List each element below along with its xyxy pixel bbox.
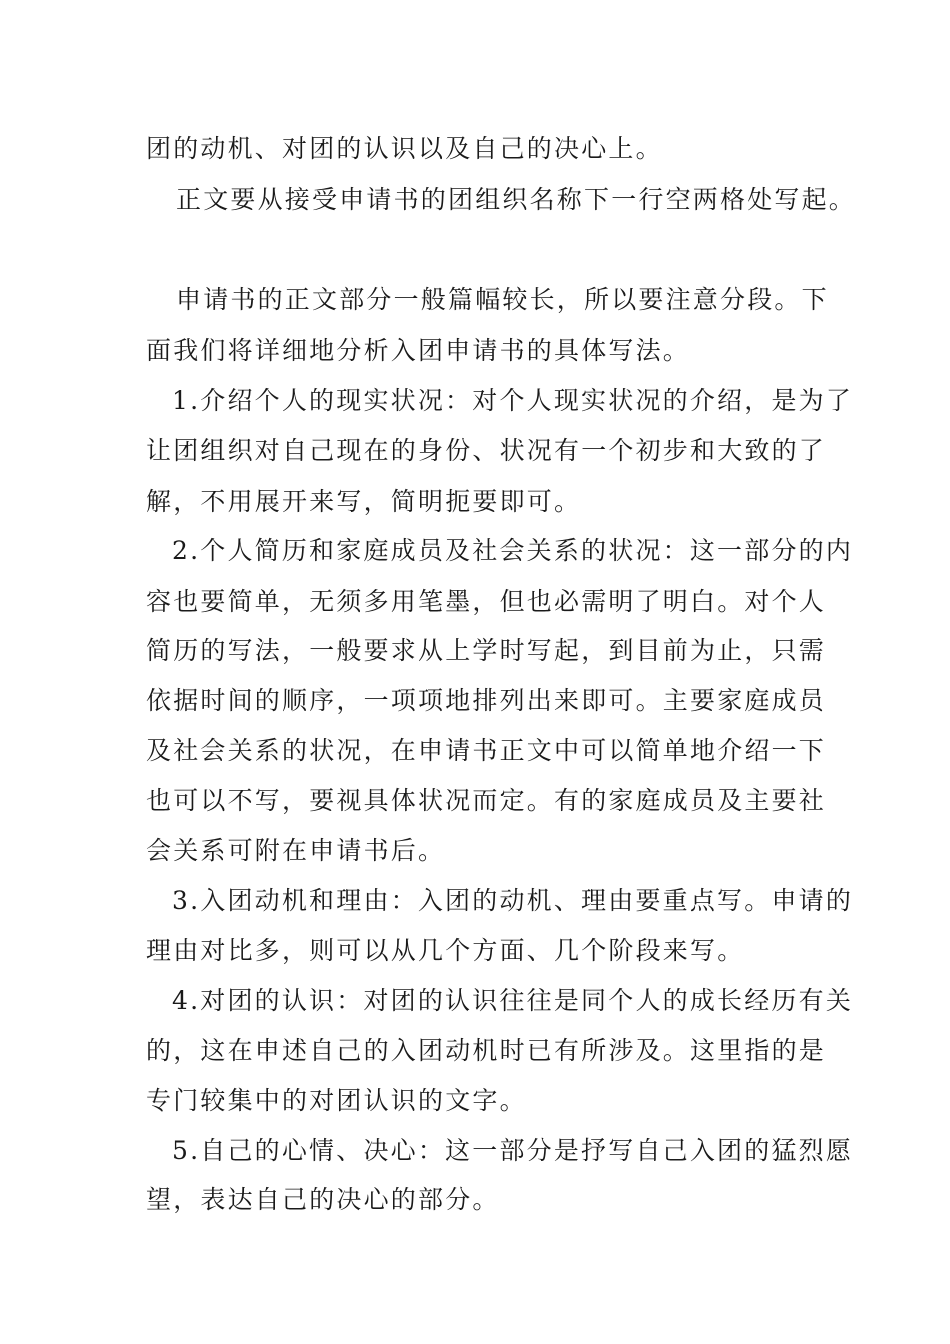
text-line: 也可以不写，要视具体状况而定。有的家庭成员及主要社 [146, 786, 827, 815]
text-line: 团的动机、对团的认识以及自己的决心上。 [146, 134, 663, 163]
text-line: 容也要简单，无须多用笔墨，但也必需明了明白。对个人 [146, 587, 827, 616]
text-line: 1.介绍个人的现实状况：对个人现实状况的介绍，是为了 [172, 386, 854, 415]
text-line: 依据时间的顺序，一项项地排列出来即可。主要家庭成员 [146, 686, 827, 715]
text-line: 3.入团动机和理由：入团的动机、理由要重点写。申请的 [172, 886, 854, 915]
text-line: 及社会关系的状况，在申请书正文中可以简单地介绍一下 [146, 736, 827, 765]
text-line: 理由对比多，则可以从几个方面、几个阶段来写。 [146, 936, 745, 965]
text-line: 望，表达自己的决心的部分。 [146, 1185, 500, 1214]
text-line: 4.对团的认识：对团的认识往往是同个人的成长经历有关 [172, 986, 854, 1015]
text-line: 2.个人简历和家庭成员及社会关系的状况：这一部分的内 [172, 536, 854, 565]
text-line: 5.自己的心情、决心：这一部分是抒写自己入团的猛烈愿 [172, 1136, 854, 1165]
text-line: 的，这在申述自己的入团动机时已有所涉及。这里指的是 [146, 1036, 827, 1065]
text-line: 专门较集中的对团认识的文字。 [146, 1086, 527, 1115]
text-line: 正文要从接受申请书的团组织名称下一行空两格处写起。 [176, 185, 857, 214]
text-line: 面我们将详细地分析入团申请书的具体写法。 [146, 336, 691, 365]
text-line: 让团组织对自己现在的身份、状况有一个初步和大致的了 [146, 436, 827, 465]
text-line: 申请书的正文部分一般篇幅较长，所以要注意分段。下 [176, 285, 829, 314]
text-line: 会关系可附在申请书后。 [146, 836, 446, 865]
text-line: 简历的写法，一般要求从上学时写起，到目前为止，只需 [146, 636, 827, 665]
text-line: 解，不用展开来写，简明扼要即可。 [146, 487, 582, 516]
